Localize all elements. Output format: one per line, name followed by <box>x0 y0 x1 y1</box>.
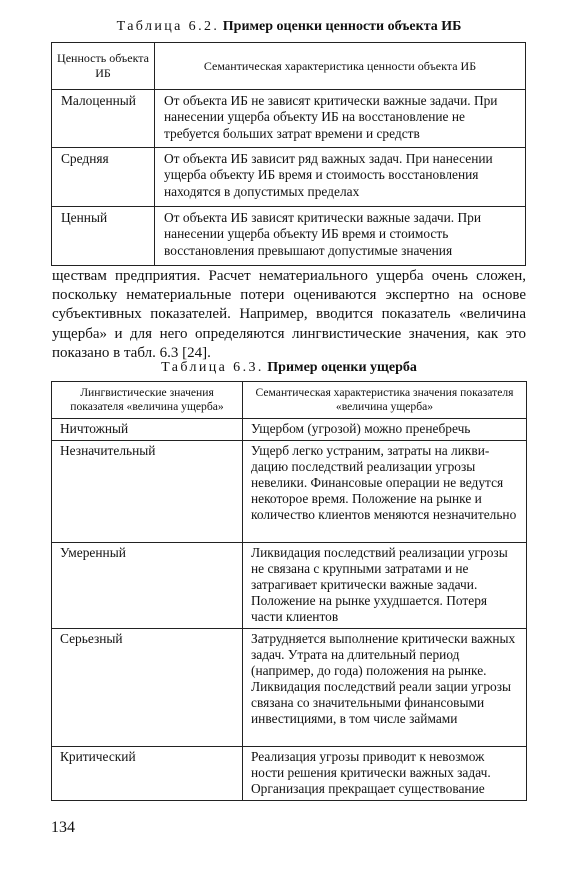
table-row <box>52 629 527 747</box>
value-cell: Незначительный <box>52 441 243 543</box>
value-cell: Ценный <box>52 207 155 266</box>
description-cell: Ущерб легко устраним, затраты на ликвидацию последствий реализации угрозы невелики. Финансовые операции не ведутся некоторое время. Положение на рынке и количество клиентов меняются незначительно <box>243 441 527 543</box>
table-row <box>52 747 527 801</box>
table-label: Таблица 6.3. <box>161 360 264 375</box>
table-row <box>52 441 527 543</box>
table-label: Таблица 6.2. <box>116 19 220 34</box>
table-title: Пример оценки ценности объекта ИБ <box>222 19 462 34</box>
table-row <box>52 207 526 266</box>
description-cell: Реализация угрозы приводит к невозмож ности решения критически важных задач. Организация прекращает существование <box>243 747 527 801</box>
damage-assessment-table <box>51 381 527 801</box>
value-cell: Ничтожный <box>52 419 243 441</box>
value-cell: Критический <box>52 747 243 801</box>
table-row <box>52 90 526 148</box>
page-number: 134 <box>51 819 75 836</box>
table-title: Пример оценки ущерба <box>267 360 417 375</box>
table-header-row <box>52 43 526 90</box>
table-row <box>52 543 527 629</box>
value-assessment-table <box>51 42 526 266</box>
table-6-3-caption <box>0 359 578 377</box>
value-cell: Малоценный <box>52 90 155 148</box>
body-paragraph: ществам предприятия. Расчет нематериального ущерба очень сложен, поскольку нематериальные потери оцениваются экспертно на основе субъективных показателей. Например, вводится показатель «величина ущерба» и для него определяются лингвистические значения, как это показано в табл. 6.3 [24]. <box>52 268 526 361</box>
column-header: Ценность объекта ИБ <box>52 43 155 90</box>
description-cell: Затрудняется выполнение критически важных задач. Утрата на длительный период (например, до года) положения на рынке. Ликвидация последствий реали зации угрозы связана со значительными финансовыми инвестициями, в том числе займами <box>243 629 527 747</box>
value-cell: Умеренный <box>52 543 243 629</box>
value-cell: Средняя <box>52 148 155 207</box>
description-cell: От объекта ИБ зависит ряд важных задач. При нанесении ущерба объекту ИБ время и стоимость восстановления находятся в допустимых пределах <box>155 148 526 207</box>
column-header: Семантическая характеристика значения показателя «величина ущерба» <box>243 382 527 419</box>
table-row <box>52 419 527 441</box>
description-cell: Ущербом (угрозой) можно пренебречь <box>243 419 527 441</box>
column-header: Семантическая характеристика ценности объекта ИБ <box>155 43 526 90</box>
description-cell: От объекта ИБ не зависят критически важные задачи. При нанесении ущерба объекту ИБ на восстановление не требуется больших затрат времени и средств <box>155 90 526 148</box>
column-header: Лингвистические значения показателя «величина ущерба» <box>52 382 243 419</box>
value-cell: Серьезный <box>52 629 243 747</box>
table-header-row <box>52 382 527 419</box>
table-6-2-caption <box>0 18 578 36</box>
description-cell: От объекта ИБ зависят критически важные задачи. При нанесении ущерба объекту ИБ время и стоимость восстановления превышают допустимые значения <box>155 207 526 266</box>
table-row <box>52 148 526 207</box>
description-cell: Ликвидация последствий реализации угрозы не связана с крупными затратами и не затрагивает критически важные задачи. Положение на рынке ухудшается. Потеря части клиентов <box>243 543 527 629</box>
